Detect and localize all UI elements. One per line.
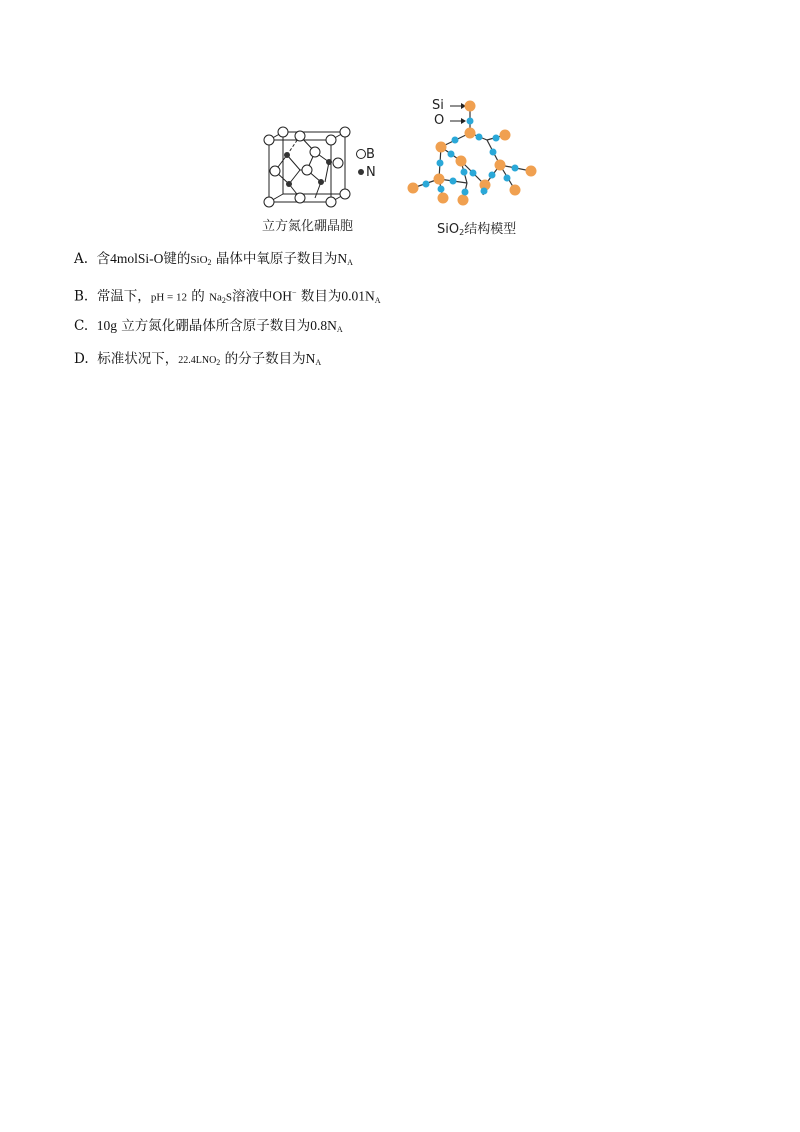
option-a: A. 含4molSi-O键的SiO2 晶体中氧原子数目为NA (74, 251, 353, 267)
option-d: D. 标准状况下，22.4LNO2 的分子数目为NA (74, 351, 322, 367)
o-label: O (434, 113, 445, 128)
legend-n-label: N (366, 165, 376, 180)
sio2-caption: SiO2结构模型 (437, 222, 517, 237)
option-c-letter: C. (74, 318, 89, 334)
option-b: B. 常温下，pH = 12 的 Na2S溶液中OH− 数目为0.01NA (74, 288, 381, 305)
sio2-structure-diagram (405, 95, 545, 210)
si-label: Si (432, 98, 444, 113)
option-d-letter: D. (74, 351, 89, 367)
option-a-letter: A. (74, 251, 89, 267)
legend-b-label: B (366, 147, 375, 162)
option-c: C. 10g 立方氮化硼晶体所含原子数目为0.8NA (74, 318, 343, 334)
boron-nitride-caption: 立方氮化硼晶胞 (262, 219, 354, 234)
option-b-letter: B. (74, 288, 89, 305)
